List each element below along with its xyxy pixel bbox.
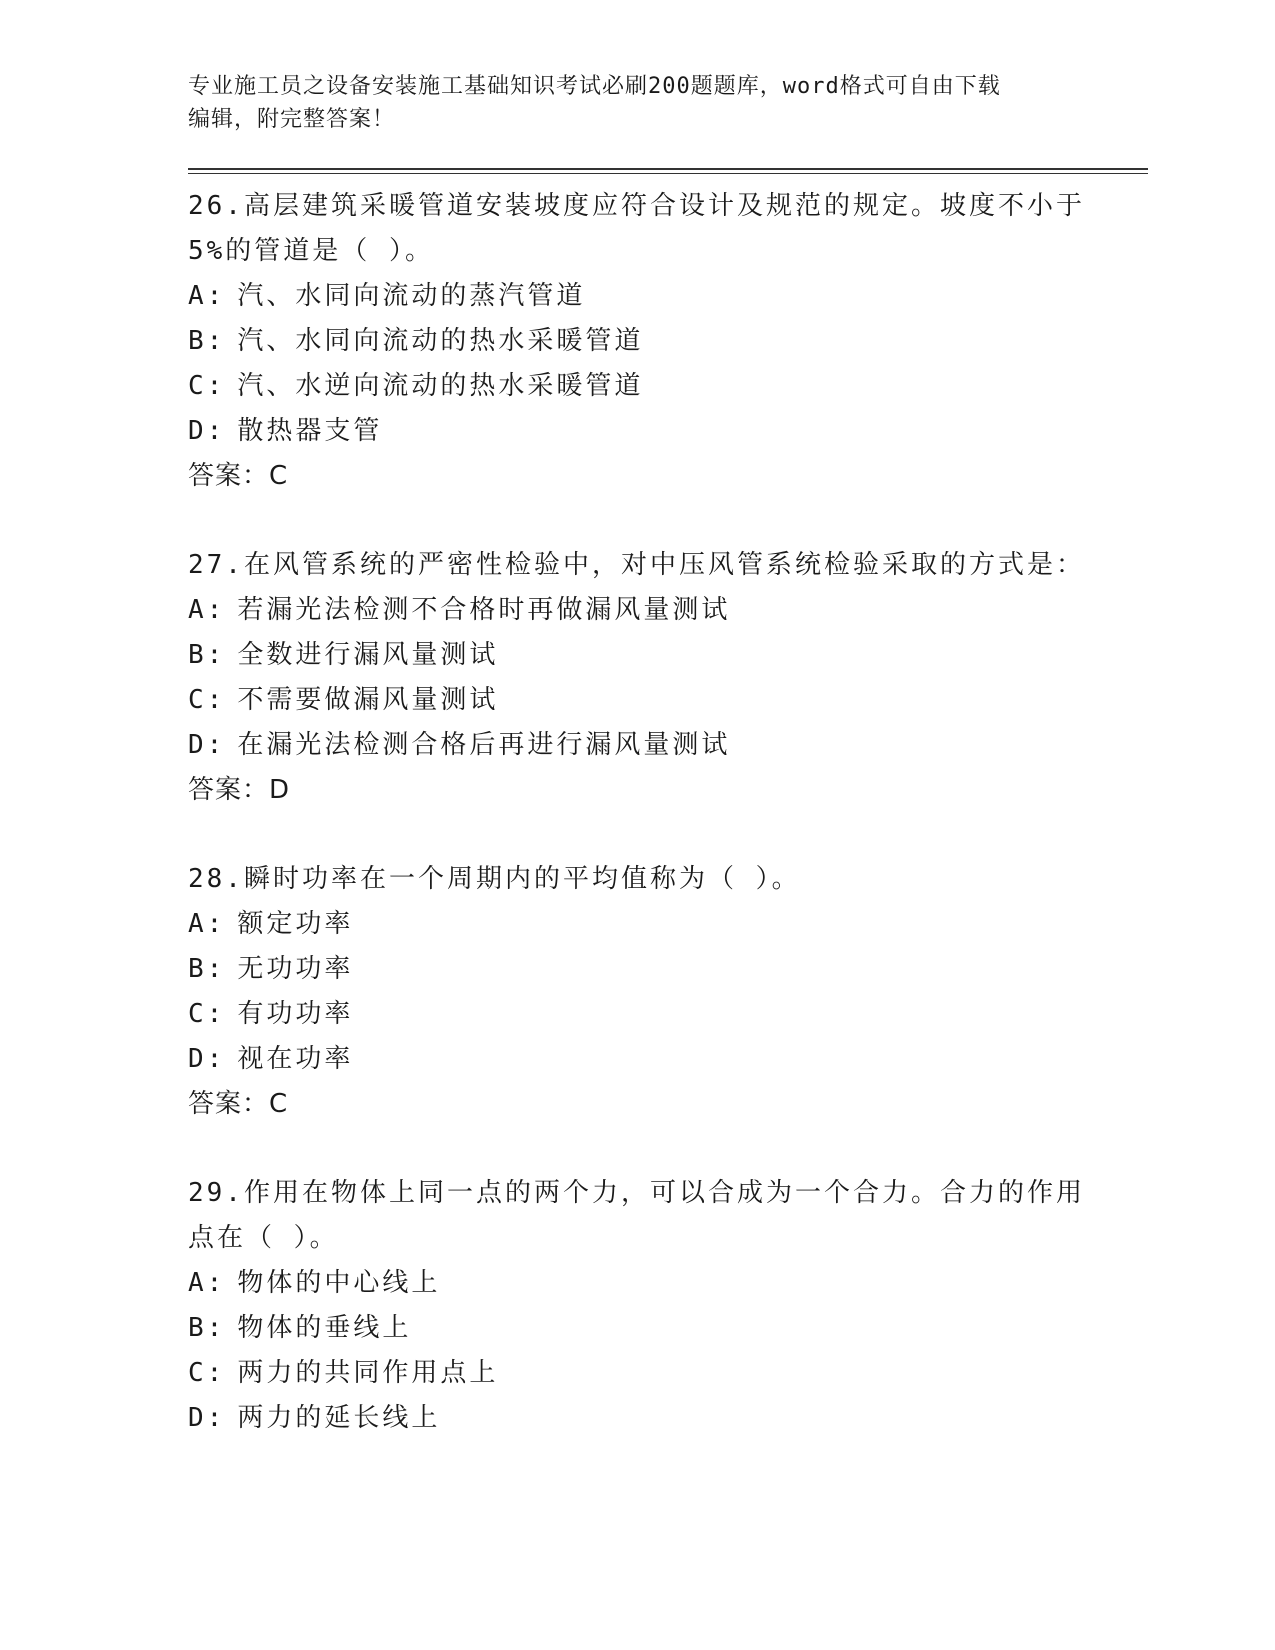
option-letter: B: [188, 640, 226, 670]
option-letter: A: [188, 281, 226, 311]
option-letter: A: [188, 909, 226, 939]
answer-line: 答案：C [188, 1089, 289, 1119]
option-b [188, 633, 1148, 678]
option-a [188, 274, 1148, 319]
option-text: 有功功率 [237, 999, 354, 1029]
option-text: 两力的共同作用点上 [237, 1358, 499, 1388]
question-26 [188, 184, 1148, 499]
answer-line: 答案：D [188, 775, 291, 805]
option-text: 两力的延长线上 [237, 1403, 441, 1433]
option-a [188, 588, 1148, 633]
option-a [188, 1261, 1148, 1306]
option-text: 无功功率 [237, 954, 354, 984]
option-b [188, 319, 1148, 364]
option-text: 物体的垂线上 [237, 1313, 412, 1343]
option-letter: C: [188, 999, 226, 1029]
option-text: 若漏光法检测不合格时再做漏风量测试 [237, 595, 731, 625]
option-text: 视在功率 [237, 1044, 354, 1074]
question-stem: 26.高层建筑采暖管道安装坡度应符合设计及规范的规定。坡度不小于5%的管道是（ ）。 [188, 191, 1085, 266]
option-letter: C: [188, 1358, 226, 1388]
option-letter: D: [188, 730, 226, 760]
question-29 [188, 1171, 1148, 1441]
option-letter: A: [188, 595, 226, 625]
option-letter: B: [188, 1313, 226, 1343]
option-c [188, 364, 1148, 409]
question-stem: 27.在风管系统的严密性检验中，对中压风管系统检验采取的方式是： [188, 550, 1085, 580]
option-d [188, 723, 1148, 768]
option-a [188, 902, 1148, 947]
option-c [188, 992, 1148, 1037]
question-28 [188, 857, 1148, 1127]
option-text: 全数进行漏风量测试 [237, 640, 499, 670]
option-b [188, 1306, 1148, 1351]
option-text: 不需要做漏风量测试 [237, 685, 499, 715]
option-text: 汽、水逆向流动的热水采暖管道 [237, 371, 644, 401]
question-27 [188, 543, 1148, 813]
option-text: 散热器支管 [237, 416, 383, 446]
option-c [188, 678, 1148, 723]
option-text: 汽、水同向流动的蒸汽管道 [237, 281, 586, 311]
option-b [188, 947, 1148, 992]
header-divider [188, 168, 1148, 174]
option-letter: D: [188, 1403, 226, 1433]
option-letter: A: [188, 1268, 226, 1298]
option-letter: D: [188, 416, 226, 446]
header-line-1: 专业施工员之设备安装施工基础知识考试必刷200题题库，word格式可自由下载 [188, 74, 1001, 99]
option-d [188, 1396, 1148, 1441]
option-text: 汽、水同向流动的热水采暖管道 [237, 326, 644, 356]
option-text: 额定功率 [237, 909, 354, 939]
document-header [188, 70, 1148, 136]
answer-line: 答案：C [188, 461, 289, 491]
header-line-2: 编辑，附完整答案！ [188, 107, 396, 132]
question-stem: 28.瞬时功率在一个周期内的平均值称为（ ）。 [188, 864, 801, 894]
option-letter: D: [188, 1044, 226, 1074]
question-stem: 29.作用在物体上同一点的两个力，可以合成为一个合力。合力的作用点在（ ）。 [188, 1178, 1085, 1253]
option-letter: C: [188, 685, 226, 715]
option-d [188, 1037, 1148, 1082]
option-letter: B: [188, 954, 226, 984]
option-letter: B: [188, 326, 226, 356]
option-letter: C: [188, 371, 226, 401]
option-d [188, 409, 1148, 454]
option-c [188, 1351, 1148, 1396]
option-text: 物体的中心线上 [237, 1268, 441, 1298]
option-text: 在漏光法检测合格后再进行漏风量测试 [237, 730, 731, 760]
document-page [188, 70, 1148, 1441]
